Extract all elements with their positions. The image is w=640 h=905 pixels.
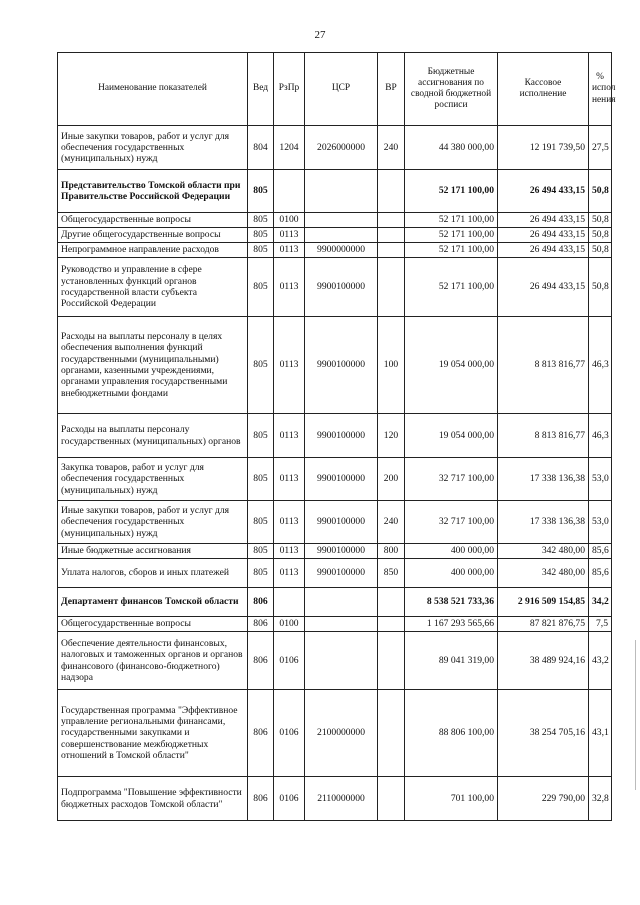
row-rzpr-cell: 0113: [274, 243, 305, 258]
row-percent-cell: 27,5: [589, 126, 612, 170]
row-percent-cell: 50,8: [589, 243, 612, 258]
row-cash-cell: 8 813 816,77: [498, 414, 589, 458]
header-name: Наименование показателей: [58, 53, 248, 126]
row-name-cell: Общегосударственные вопросы: [58, 617, 248, 632]
row-vr-cell: 240: [378, 126, 405, 170]
row-ved-cell: 805: [248, 258, 274, 317]
row-budget-cell: 52 171 100,00: [405, 170, 498, 213]
table-row: [58, 632, 612, 690]
row-percent-cell: 46,3: [589, 317, 612, 414]
row-ved-cell: 805: [248, 544, 274, 559]
row-name-cell: Иные закупки товаров, работ и услуг для обеспечения государственных (муниципальных) нужд: [58, 126, 248, 170]
row-name-cell: Иные закупки товаров, работ и услуг для обеспечения государственных (муниципальных) нужд: [58, 501, 248, 544]
row-ved-cell: 805: [248, 317, 274, 414]
row-name-cell: Расходы на выплаты персоналу в целях обеспечения выполнения функций государственными (муниципальными) органами, казенными учреждениями, органами управления государственными внебюджетными фондами: [58, 317, 248, 414]
row-budget-cell: 19 054 000,00: [405, 414, 498, 458]
row-csr-cell: 9900100000: [305, 559, 378, 588]
row-vr-cell: [378, 170, 405, 213]
row-cash-cell: 26 494 433,15: [498, 228, 589, 243]
row-name-cell: Уплата налогов, сборов и иных платежей: [58, 559, 248, 588]
table-row: [58, 317, 612, 414]
row-name-cell: Иные бюджетные ассигнования: [58, 544, 248, 559]
scan-edge-line: [635, 640, 636, 790]
table-row: [58, 544, 612, 559]
row-budget-cell: 400 000,00: [405, 544, 498, 559]
row-csr-cell: 2110000000: [305, 777, 378, 821]
row-budget-cell: 701 100,00: [405, 777, 498, 821]
row-percent-cell: 53,0: [589, 458, 612, 501]
row-rzpr-cell: [274, 170, 305, 213]
row-cash-cell: 17 338 136,38: [498, 501, 589, 544]
row-cash-cell: 38 254 705,16: [498, 690, 589, 777]
table-row: [58, 213, 612, 228]
row-csr-cell: 9900100000: [305, 501, 378, 544]
page-number: 27: [314, 29, 326, 41]
row-name-cell: Представительство Томской области при Правительстве Российской Федерации: [58, 170, 248, 213]
row-vr-cell: [378, 213, 405, 228]
row-budget-cell: 400 000,00: [405, 559, 498, 588]
row-percent-cell: 32,8: [589, 777, 612, 821]
row-rzpr-cell: 0113: [274, 501, 305, 544]
budget-execution-table: [57, 52, 616, 821]
row-name-cell: Государственная программа "Эффективное управление региональными финансами, государственными закупками и совершенствование межбюджетных отношений в Томской области": [58, 690, 248, 777]
row-budget-cell: 52 171 100,00: [405, 213, 498, 228]
row-csr-cell: 2026000000: [305, 126, 378, 170]
row-cash-cell: 26 494 433,15: [498, 243, 589, 258]
header-percent: % испол нения: [589, 53, 612, 126]
row-csr-cell: [305, 632, 378, 690]
row-name-cell: Департамент финансов Томской области: [58, 588, 248, 617]
table-row: [58, 777, 612, 821]
row-ved-cell: 806: [248, 777, 274, 821]
row-cash-cell: 38 489 924,16: [498, 632, 589, 690]
row-name-cell: Общегосударственные вопросы: [58, 213, 248, 228]
table-row: [58, 258, 612, 317]
table-row: [58, 588, 612, 617]
row-percent-cell: 34,2: [589, 588, 612, 617]
table-row: [58, 228, 612, 243]
row-name-cell: Руководство и управление в сфере установленных функций органов государственной власти субъекта Российской Федерации: [58, 258, 248, 317]
table-body: [58, 126, 612, 821]
row-rzpr-cell: 0100: [274, 213, 305, 228]
row-cash-cell: 8 813 816,77: [498, 317, 589, 414]
row-vr-cell: [378, 617, 405, 632]
row-name-cell: Подпрограмма "Повышение эффективности бюджетных расходов Томской области": [58, 777, 248, 821]
header-cash: Кассовое исполнение: [498, 53, 589, 126]
row-vr-cell: [378, 258, 405, 317]
row-cash-cell: 229 790,00: [498, 777, 589, 821]
row-budget-cell: 44 380 000,00: [405, 126, 498, 170]
row-cash-cell: 17 338 136,38: [498, 458, 589, 501]
row-rzpr-cell: [274, 588, 305, 617]
row-name-cell: Закупка товаров, работ и услуг для обеспечения государственных (муниципальных) нужд: [58, 458, 248, 501]
header-ved: Вед: [248, 53, 274, 126]
table-row: [58, 617, 612, 632]
header-csr: ЦСР: [305, 53, 378, 126]
row-budget-cell: 52 171 100,00: [405, 228, 498, 243]
row-vr-cell: [378, 777, 405, 821]
row-rzpr-cell: 0113: [274, 414, 305, 458]
table-row: [58, 414, 612, 458]
row-ved-cell: 806: [248, 632, 274, 690]
row-vr-cell: [378, 588, 405, 617]
row-rzpr-cell: 0113: [274, 544, 305, 559]
row-csr-cell: 2100000000: [305, 690, 378, 777]
row-cash-cell: 342 480,00: [498, 544, 589, 559]
row-csr-cell: 9900100000: [305, 458, 378, 501]
row-vr-cell: [378, 632, 405, 690]
row-vr-cell: 850: [378, 559, 405, 588]
row-percent-cell: 53,0: [589, 501, 612, 544]
table-row: [58, 170, 612, 213]
row-ved-cell: 805: [248, 228, 274, 243]
row-budget-cell: 19 054 000,00: [405, 317, 498, 414]
table-row: [58, 690, 612, 777]
row-cash-cell: 26 494 433,15: [498, 170, 589, 213]
row-percent-cell: 50,8: [589, 228, 612, 243]
row-vr-cell: 800: [378, 544, 405, 559]
row-csr-cell: [305, 617, 378, 632]
row-csr-cell: [305, 228, 378, 243]
row-csr-cell: [305, 588, 378, 617]
table-row: [58, 559, 612, 588]
row-cash-cell: 12 191 739,50: [498, 126, 589, 170]
row-ved-cell: 805: [248, 414, 274, 458]
row-percent-cell: 43,2: [589, 632, 612, 690]
row-rzpr-cell: 0106: [274, 632, 305, 690]
row-budget-cell: 1 167 293 565,66: [405, 617, 498, 632]
row-ved-cell: 805: [248, 559, 274, 588]
row-budget-cell: 52 171 100,00: [405, 258, 498, 317]
row-ved-cell: 805: [248, 501, 274, 544]
row-name-cell: Обеспечение деятельности финансовых, налоговых и таможенных органов и органов финансового (финансово-бюджетного) надзора: [58, 632, 248, 690]
row-rzpr-cell: 0113: [274, 228, 305, 243]
row-cash-cell: 87 821 876,75: [498, 617, 589, 632]
row-budget-cell: 52 171 100,00: [405, 243, 498, 258]
row-vr-cell: 200: [378, 458, 405, 501]
row-rzpr-cell: 0113: [274, 458, 305, 501]
table-row: [58, 126, 612, 170]
row-ved-cell: 804: [248, 126, 274, 170]
row-percent-cell: 46,3: [589, 414, 612, 458]
row-vr-cell: [378, 690, 405, 777]
row-rzpr-cell: 0113: [274, 258, 305, 317]
row-name-cell: Непрограммное направление расходов: [58, 243, 248, 258]
row-vr-cell: 100: [378, 317, 405, 414]
row-cash-cell: 26 494 433,15: [498, 213, 589, 228]
row-ved-cell: 806: [248, 690, 274, 777]
row-budget-cell: 32 717 100,00: [405, 501, 498, 544]
row-csr-cell: 9900100000: [305, 544, 378, 559]
table-row: [58, 458, 612, 501]
row-budget-cell: 88 806 100,00: [405, 690, 498, 777]
row-percent-cell: 43,1: [589, 690, 612, 777]
row-cash-cell: 26 494 433,15: [498, 258, 589, 317]
table-header-row: [58, 53, 612, 126]
table-row: [58, 501, 612, 544]
row-ved-cell: 805: [248, 170, 274, 213]
row-rzpr-cell: 1204: [274, 126, 305, 170]
row-rzpr-cell: 0113: [274, 559, 305, 588]
row-cash-cell: 342 480,00: [498, 559, 589, 588]
row-rzpr-cell: 0106: [274, 690, 305, 777]
row-budget-cell: 32 717 100,00: [405, 458, 498, 501]
row-csr-cell: 9900000000: [305, 243, 378, 258]
row-percent-cell: 85,6: [589, 544, 612, 559]
row-percent-cell: 50,8: [589, 213, 612, 228]
header-rzpr: РзПр: [274, 53, 305, 126]
row-percent-cell: 50,8: [589, 258, 612, 317]
row-percent-cell: 85,6: [589, 559, 612, 588]
row-ved-cell: 805: [248, 243, 274, 258]
row-cash-cell: 2 916 509 154,85: [498, 588, 589, 617]
header-budget: Бюджетные ассигнования по сводной бюджетной росписи: [405, 53, 498, 126]
row-ved-cell: 805: [248, 458, 274, 501]
row-ved-cell: 806: [248, 588, 274, 617]
row-percent-cell: 7,5: [589, 617, 612, 632]
row-name-cell: Другие общегосударственные вопросы: [58, 228, 248, 243]
row-vr-cell: [378, 243, 405, 258]
row-vr-cell: 240: [378, 501, 405, 544]
row-csr-cell: 9900100000: [305, 414, 378, 458]
row-csr-cell: 9900100000: [305, 258, 378, 317]
row-vr-cell: 120: [378, 414, 405, 458]
row-budget-cell: 89 041 319,00: [405, 632, 498, 690]
row-csr-cell: 9900100000: [305, 317, 378, 414]
row-ved-cell: 805: [248, 213, 274, 228]
row-budget-cell: 8 538 521 733,36: [405, 588, 498, 617]
row-rzpr-cell: 0100: [274, 617, 305, 632]
row-name-cell: Расходы на выплаты персоналу государственных (муниципальных) органов: [58, 414, 248, 458]
row-percent-cell: 50,8: [589, 170, 612, 213]
row-csr-cell: [305, 170, 378, 213]
row-rzpr-cell: 0113: [274, 317, 305, 414]
row-rzpr-cell: 0106: [274, 777, 305, 821]
table-row: [58, 243, 612, 258]
row-ved-cell: 806: [248, 617, 274, 632]
row-vr-cell: [378, 228, 405, 243]
row-csr-cell: [305, 213, 378, 228]
header-vr: ВР: [378, 53, 405, 126]
